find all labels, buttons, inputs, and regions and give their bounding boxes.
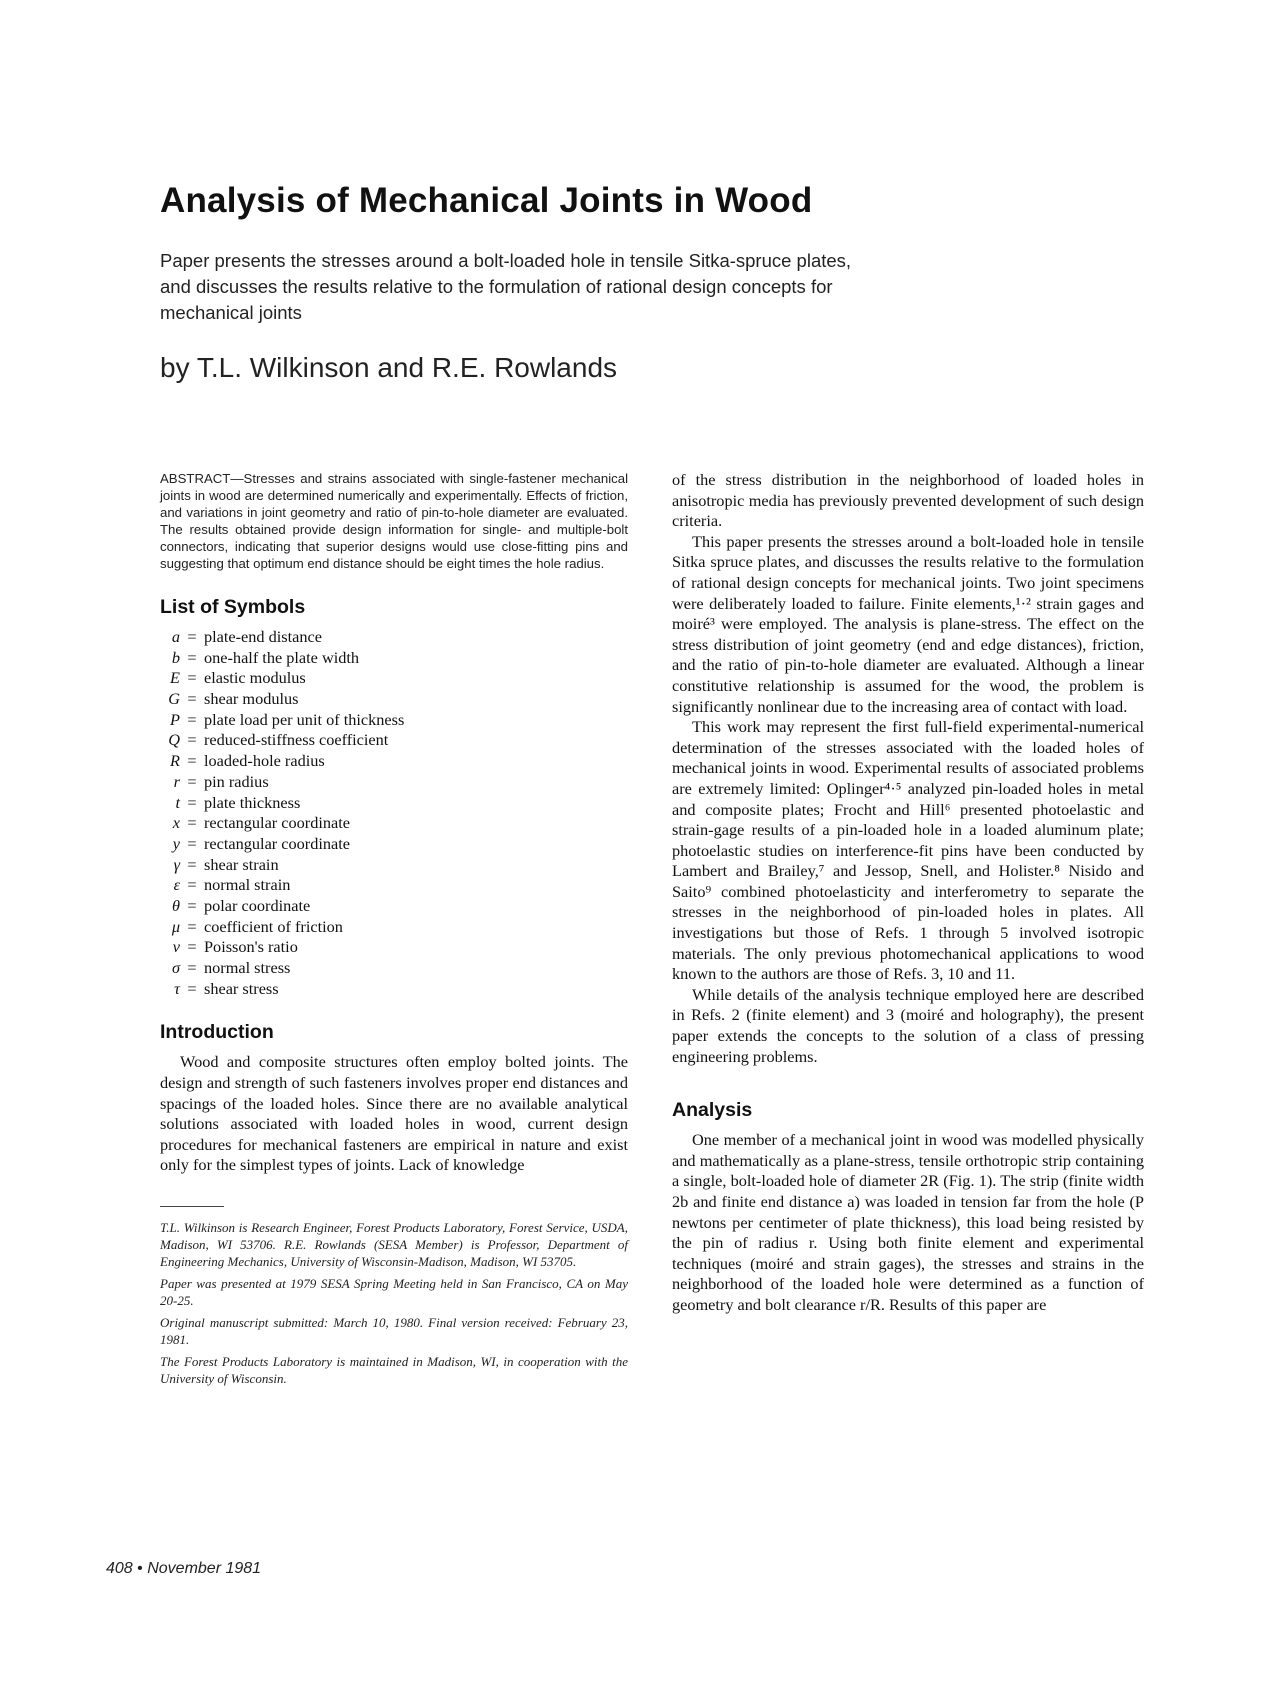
symbol: E — [170, 668, 180, 688]
footnote-authors: T.L. Wilkinson is Research Engineer, Forest Products Laboratory, Forest Service, USDA, Madison, WI 53706. R.E. Rowlands (SESA Member) is Professor, Department of Engineering Mechanics, University of Wisconsin-Madison, Madison, WI 53705. — [160, 1219, 628, 1269]
symbol-row: G = shear modulus — [160, 689, 628, 710]
symbol-definition: Poisson's ratio — [204, 937, 298, 957]
footnote-manuscript: Original manuscript submitted: March 10, 1980. Final version received: February 23, 1981. — [160, 1314, 628, 1347]
symbol-row: θ = polar coordinate — [160, 896, 628, 917]
body-paragraph: While details of the analysis technique employed here are described in Refs. 2 (finite element) and 3 (moiré and holography), the present paper extends the concepts to the solution of a class of pressing engineering problems. — [672, 984, 1144, 1066]
introduction-heading: Introduction — [160, 1021, 274, 1044]
symbol-row: ν = Poisson's ratio — [160, 937, 628, 958]
symbol-row: a = plate-end distance — [160, 627, 628, 648]
footnote-presentation: Paper was presented at 1979 SESA Spring Meeting held in San Francisco, CA on May 20-25. — [160, 1275, 628, 1308]
symbol: θ — [172, 895, 180, 915]
symbol: a — [171, 627, 180, 646]
issue-date: November 1981 — [147, 1560, 262, 1577]
symbol-row: R = loaded-hole radius — [160, 751, 628, 772]
symbol-row: x = rectangular coordinate — [160, 813, 628, 834]
symbol: G — [168, 689, 180, 709]
footnote-rule — [160, 1206, 224, 1207]
symbol: τ — [174, 978, 180, 998]
symbol-row: τ = shear stress — [160, 979, 628, 1000]
page-number: 408 — [106, 1560, 133, 1577]
symbol: b — [171, 647, 180, 667]
symbol: μ — [171, 916, 180, 936]
symbol-row: μ = coefficient of friction — [160, 917, 628, 938]
page-footer — [106, 1560, 261, 1578]
body-paragraph: This paper presents the stresses around a bolt-loaded hole in tensile Sitka spruce plates, and discusses the results relative to the formulation of rational design concepts for mechanical joints. Two joint specimens were deliberately loaded to failure. Finite elements,¹·² strain gages and moiré³ were employed. The analysis is plane-stress. The effect on the stress distribution of joint geometry (end and edge distances), friction, and the ratio of pin-to-hole diameter are evaluated. Although a linear constitutive relationship is assumed for the wood, the problem is significantly nonlinear due to the increasing area of contact with load. — [672, 531, 1144, 716]
symbol-row: r = pin radius — [160, 772, 628, 793]
symbols-list — [160, 627, 628, 999]
article-deck: Paper presents the stresses around a bolt-loaded hole in tensile Sitka-spruce plates, and discusses the results relative to the formulation of rational design concepts for mechanical joints — [160, 250, 852, 323]
abstract: ABSTRACT—Stresses and strains associated with single-fastener mechanical joints in wood are determined numerically and experimentally. Effects of friction, and variations in joint geometry and ratio of pin-to-hole diameter are evaluated. The results obtained provide design information for single- and multiple-bolt connectors, indicating that superior designs would use close-fitting pins and suggesting that optimum end distance should be eight times the hole radius. — [160, 471, 628, 571]
symbol-row: E = elastic modulus — [160, 668, 628, 689]
symbol: ν — [172, 937, 180, 957]
symbol: γ — [173, 854, 180, 874]
symbol: y — [172, 833, 180, 853]
symbol-definition: shear modulus — [204, 689, 299, 709]
symbol: ε — [173, 875, 180, 895]
symbol-row: b = one-half the plate width — [160, 648, 628, 669]
analysis-body — [672, 1130, 1144, 1315]
article-title: Analysis of Mechanical Joints in Wood — [160, 181, 813, 221]
symbol: Q — [168, 730, 180, 750]
symbol-definition: shear stress — [204, 978, 279, 998]
right-column — [672, 470, 1144, 1316]
symbol-row: γ = shear strain — [160, 855, 628, 876]
symbol-row: P = plate load per unit of thickness — [160, 710, 628, 731]
introduction-body — [160, 1052, 628, 1176]
analysis-heading: Analysis — [672, 1099, 753, 1122]
author-byline: by T.L. Wilkinson and R.E. Rowlands — [160, 352, 618, 383]
symbol-definition: polar coordinate — [204, 895, 311, 915]
symbol: x — [172, 813, 180, 833]
footnote-lab: The Forest Products Laboratory is maintained in Madison, WI, in cooperation with the University of Wisconsin. — [160, 1353, 628, 1386]
symbol-definition: plate load per unit of thickness — [204, 709, 405, 729]
symbol-row: σ = normal stress — [160, 958, 628, 979]
symbol: R — [170, 751, 180, 771]
symbol-definition: plate-end distance — [204, 627, 322, 646]
symbol-row: ε = normal strain — [160, 875, 628, 896]
symbol: r — [173, 771, 180, 791]
introduction-paragraph: Wood and composite structures often employ bolted joints. The design and strength of such fasteners involves proper end distances and spacings of the loaded holes. Since there are no available analytical solutions associated with loaded holes in wood, current design procedures for mechanical fasteners are empirical in nature and exist only for the simplest types of joints. Lack of knowledge — [160, 1052, 628, 1175]
footnotes — [160, 1219, 628, 1387]
symbol-definition: reduced-stiffness coefficient — [204, 730, 389, 750]
symbol-definition: rectangular coordinate — [204, 833, 350, 853]
symbol-definition: normal strain — [204, 875, 291, 895]
symbol: t — [175, 792, 180, 812]
symbol-definition: elastic modulus — [204, 668, 306, 688]
symbol-definition: shear strain — [204, 854, 279, 874]
symbol: σ — [171, 958, 180, 977]
right-column-body — [672, 470, 1144, 1067]
symbol-definition: pin radius — [204, 771, 269, 791]
symbol-definition: loaded-hole radius — [204, 751, 325, 771]
symbol-row: y = rectangular coordinate — [160, 834, 628, 855]
symbol-definition: one-half the plate width — [204, 647, 360, 667]
symbol-definition: rectangular coordinate — [204, 813, 350, 833]
body-paragraph: of the stress distribution in the neighborhood of loaded holes in anisotropic media has previously prevented development of such design criteria. — [672, 470, 1144, 531]
symbol-row: Q = reduced-stiffness coefficient — [160, 730, 628, 751]
symbol: P — [170, 709, 180, 729]
body-paragraph: This work may represent the first full-field experimental-numerical determination of the stresses associated with the loaded holes of mechanical joints in wood. Experimental results of associated problems are extremely limited: Oplinger⁴·⁵ analyzed pin-loaded holes in metal and composite plates; Frocht and Hill⁶ presented photoelastic and strain-gage results of a pin-loaded hole in a loaded aluminum plate; photoelastic studies on interference-fit pins have been conducted by Lambert and Brailey,⁷ and Jessop, Snell, and Holister.⁸ Nisido and Saito⁹ combined photoelasticity and interferometry to separate the stresses in the neighborhood of pin-loaded holes in plates. All investigations but those of Refs. 1 through 5 involved isotropic materials. The only previous photomechanical applications to wood known to the authors are those of Refs. 3, 10 and 11. — [672, 717, 1144, 984]
footer-bullet: • — [137, 1560, 143, 1577]
analysis-paragraph: One member of a mechanical joint in wood was modelled physically and mathematically as a plane-stress, tensile orthotropic strip containing a single, bolt-loaded hole of diameter 2R (Fig. 1). The strip (finite width 2b and finite end distance a) was loaded in tension far from the hole (P newtons per centimeter of plate thickness), this load being resisted by the pin of radius r. Using both finite element and experimental techniques (moiré and strain gages), the stresses and strains in the neighborhood of the loaded hole were determined as a function of geometry and bolt clearance r/R. Results of this paper are — [672, 1130, 1144, 1314]
symbol-definition: normal stress — [204, 958, 291, 977]
left-column — [160, 470, 628, 1387]
symbols-heading: List of Symbols — [160, 596, 306, 618]
symbol-definition: plate thickness — [204, 792, 301, 812]
symbol-definition: coefficient of friction — [204, 916, 343, 936]
symbol-row: t = plate thickness — [160, 793, 628, 814]
